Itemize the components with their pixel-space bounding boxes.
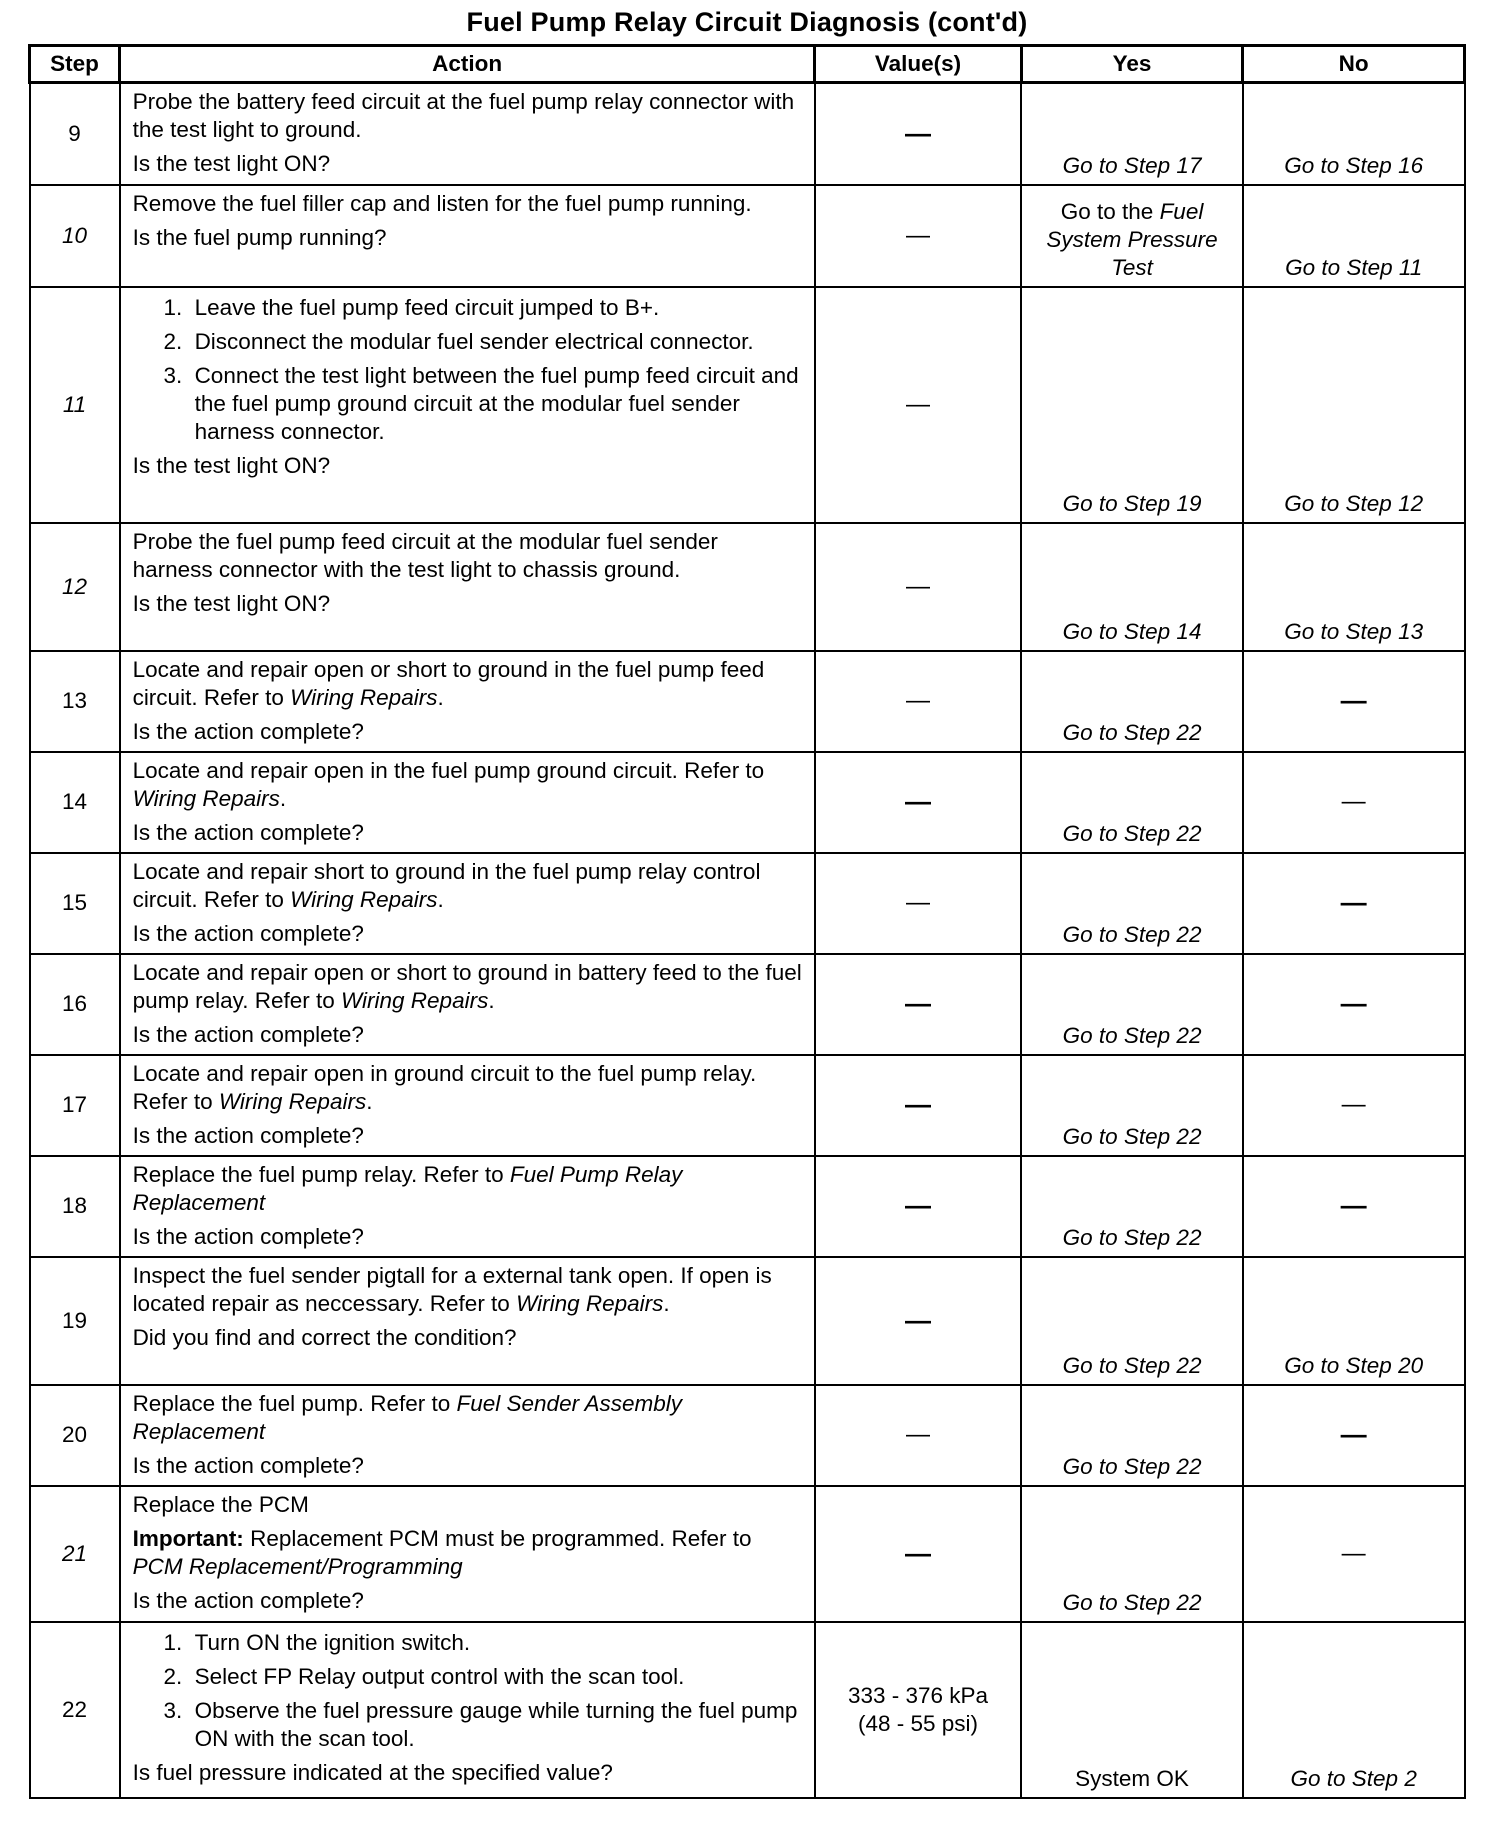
yes-cell <box>1021 954 1243 1055</box>
action-question: Did you find and correct the condition? <box>132 1324 517 1350</box>
dash: — <box>906 687 931 714</box>
reference-link: Wiring Repairs <box>340 987 489 1013</box>
action-cell <box>120 954 815 1055</box>
goto-link: Go to Step 12 <box>1284 490 1424 516</box>
dash: — <box>906 572 931 600</box>
goto-link: Go to Step 13 <box>1284 618 1424 644</box>
action-cell <box>120 287 815 523</box>
action-question: Is the test light ON? <box>132 151 331 176</box>
action-text: Locate and repair short to ground in the fuel pump relay control circuit. Refer to Wiring Repairs. <box>132 858 761 912</box>
list-item: 2. Select FP Relay output control with the scan tool. <box>189 1663 804 1691</box>
action-cell <box>120 1486 815 1622</box>
action-cell <box>120 1055 815 1156</box>
goto-link: Go to Step 16 <box>1284 152 1424 178</box>
goto-link: Go to Step 22 <box>1062 1022 1202 1048</box>
header-action: Action <box>120 46 815 83</box>
action-text: Replace the fuel pump. Refer to Fuel Sender Assembly Replacement <box>132 1390 683 1444</box>
step-number: 18 <box>30 1156 120 1257</box>
yes-cell <box>1021 287 1243 523</box>
action-question: Is the action complete? <box>132 819 364 845</box>
table-row <box>30 523 1465 651</box>
table-row <box>30 1385 1465 1486</box>
action-cell <box>120 752 815 853</box>
goto-link: Go to Step 22 <box>1062 1589 1202 1615</box>
value-cell <box>815 752 1021 853</box>
dash: — <box>905 117 932 148</box>
header-values: Value(s) <box>815 46 1021 83</box>
dash: — <box>905 1190 932 1220</box>
no-cell <box>1243 1257 1465 1385</box>
goto-link: Go to Step 22 <box>1062 820 1202 846</box>
value-cell <box>815 1257 1021 1385</box>
dash: — <box>906 390 931 418</box>
action-text: Inspect the fuel sender pigtall for a external tank open. If open is located repair as neccessary. Refer to Wiring Repairs. <box>132 1262 772 1316</box>
dash: — <box>906 1421 931 1448</box>
action-text: Probe the battery feed circuit at the fuel pump relay connector with the test light to ground. <box>132 89 795 142</box>
dash: — <box>1341 1539 1366 1567</box>
header-step: Step <box>30 46 120 83</box>
yes-cell <box>1021 83 1243 185</box>
yes-cell <box>1021 185 1243 287</box>
yes-cell <box>1021 853 1243 954</box>
important-label: Important: <box>132 1525 244 1551</box>
list-item: 3. Observe the fuel pressure gauge while turning the fuel pump ON with the scan tool. <box>189 1697 804 1753</box>
action-question: Is the action complete? <box>132 1021 364 1047</box>
action-cell <box>120 185 815 287</box>
action-text: Locate and repair open in the fuel pump ground circuit. Refer to Wiring Repairs. <box>132 757 765 811</box>
yes-cell <box>1021 523 1243 651</box>
action-question: Is the action complete? <box>132 1122 364 1148</box>
dash: — <box>1341 1091 1366 1118</box>
result-text: System OK <box>1075 1765 1189 1791</box>
yes-cell <box>1021 1055 1243 1156</box>
table-row <box>30 1156 1465 1257</box>
dash: — <box>905 1537 932 1568</box>
table-row <box>30 1486 1465 1622</box>
no-cell <box>1243 185 1465 287</box>
value-cell <box>815 1385 1021 1486</box>
important-note: Important: Replacement PCM must be programmed. Refer to PCM Replacement/Programming <box>132 1525 752 1579</box>
step-number: 21 <box>30 1486 120 1622</box>
yes-cell <box>1021 1622 1243 1798</box>
goto-link: Go to Step 22 <box>1062 1453 1202 1479</box>
goto-link: Go to Step 2 <box>1290 1765 1417 1791</box>
reference-link: PCM Replacement/Programming <box>132 1553 463 1579</box>
no-cell <box>1243 83 1465 185</box>
document-page <box>28 0 1466 1799</box>
action-text: Locate and repair open in ground circuit to the fuel pump relay. Refer to Wiring Repairs. <box>132 1060 757 1114</box>
yes-cell <box>1021 1486 1243 1622</box>
action-cell <box>120 1385 815 1486</box>
no-cell <box>1243 1622 1465 1798</box>
no-cell <box>1243 1486 1465 1622</box>
dash: — <box>905 1089 932 1119</box>
pressure-psi: (48 - 55 psi) <box>857 1710 979 1736</box>
action-list <box>133 1629 804 1753</box>
pressure-kpa: 333 - 376 kPa <box>847 1682 989 1708</box>
reference-link: Wiring Repairs <box>290 684 438 710</box>
dash: — <box>1341 788 1366 815</box>
step-number: 10 <box>30 185 120 287</box>
action-question: Is the action complete? <box>132 920 364 946</box>
dash: — <box>906 889 931 916</box>
step-number: 11 <box>30 287 120 523</box>
action-text: Locate and repair open or short to ground in the fuel pump feed circuit. Refer to Wiring Repairs. <box>132 656 765 710</box>
dash: — <box>905 988 932 1018</box>
goto-link: Go to Step 22 <box>1062 1224 1202 1250</box>
action-text: Locate and repair open or short to ground in battery feed to the fuel pump relay. Refer to Wiring Repairs. <box>132 959 802 1013</box>
value-cell <box>815 954 1021 1055</box>
goto-link: Go to Step 22 <box>1062 921 1202 947</box>
value-cell <box>815 1055 1021 1156</box>
page-title: Fuel Pump Relay Circuit Diagnosis (cont'd) <box>466 7 1028 37</box>
value-cell <box>815 523 1021 651</box>
step-number: 12 <box>30 523 120 651</box>
action-question: Is the action complete? <box>132 1587 364 1613</box>
table-row <box>30 651 1465 752</box>
no-cell <box>1243 1385 1465 1486</box>
goto-reference: Fuel System Pressure Test <box>1046 198 1218 280</box>
reference-link: Wiring Repairs <box>516 1290 664 1316</box>
list-item: 3. Connect the test light between the fuel pump feed circuit and the fuel pump ground circuit at the modular fuel sender harness connector. <box>189 362 804 446</box>
table-row <box>30 1055 1465 1156</box>
action-question: Is the fuel pump running? <box>132 224 387 250</box>
action-text: Replace the fuel pump relay. Refer to Fuel Pump Relay Replacement <box>132 1161 683 1215</box>
no-cell <box>1243 752 1465 853</box>
action-question: Is the test light ON? <box>132 590 331 616</box>
value-cell <box>815 651 1021 752</box>
value-cell <box>815 1486 1021 1622</box>
action-question: Is the test light ON? <box>132 452 331 478</box>
action-text: Probe the fuel pump feed circuit at the modular fuel sender harness connector with the test light to chassis ground. <box>132 528 718 582</box>
table-row <box>30 287 1465 523</box>
step-number: 15 <box>30 853 120 954</box>
table-row <box>30 83 1465 185</box>
reference-link: Wiring Repairs <box>218 1088 367 1114</box>
action-cell <box>120 1156 815 1257</box>
reference-link: Wiring Repairs <box>132 785 280 811</box>
action-cell <box>120 651 815 752</box>
no-cell <box>1243 954 1465 1055</box>
goto-link: Go to Step 22 <box>1062 1123 1202 1149</box>
no-cell <box>1243 853 1465 954</box>
diagnosis-table <box>28 44 1466 1799</box>
step-number: 22 <box>30 1622 120 1798</box>
action-cell <box>120 1257 815 1385</box>
action-text: Replace the PCM <box>132 1491 309 1517</box>
dash: — <box>906 221 931 249</box>
table-row <box>30 1622 1465 1798</box>
step-number: 14 <box>30 752 120 853</box>
goto-link: Go to Step 22 <box>1062 719 1202 745</box>
dash: — <box>1340 887 1367 917</box>
step-number: 20 <box>30 1385 120 1486</box>
step-number: 9 <box>30 83 120 185</box>
list-item: 2. Disconnect the modular fuel sender electrical connector. <box>189 328 804 356</box>
table-row <box>30 954 1465 1055</box>
table-row <box>30 1257 1465 1385</box>
reference-link: Fuel Pump Relay Replacement <box>132 1161 683 1215</box>
goto-link: Go to Step 14 <box>1062 618 1202 644</box>
reference-link: Wiring Repairs <box>290 886 438 912</box>
no-cell <box>1243 651 1465 752</box>
yes-cell <box>1021 1385 1243 1486</box>
action-question: Is the action complete? <box>132 718 364 744</box>
value-cell <box>815 287 1021 523</box>
header-yes: Yes <box>1021 46 1243 83</box>
action-cell <box>120 523 815 651</box>
step-number: 16 <box>30 954 120 1055</box>
no-cell <box>1243 1156 1465 1257</box>
goto-link: Go to Step 11 <box>1285 254 1423 280</box>
value-cell <box>815 1622 1021 1798</box>
table-row <box>30 853 1465 954</box>
step-number: 17 <box>30 1055 120 1156</box>
action-question: Is the action complete? <box>132 1223 364 1249</box>
reference-link: Fuel Sender Assembly Replacement <box>132 1390 683 1444</box>
goto-prefix: Go to the <box>1060 198 1160 224</box>
action-cell <box>120 83 815 185</box>
dash: — <box>905 1304 932 1335</box>
value-cell <box>815 1156 1021 1257</box>
step-number: 13 <box>30 651 120 752</box>
dash: — <box>1340 1190 1367 1220</box>
goto-link: Go to Step 17 <box>1062 152 1202 178</box>
goto-link: Go to Step 22 <box>1062 1352 1202 1378</box>
no-cell <box>1243 523 1465 651</box>
action-cell <box>120 1622 815 1798</box>
value-cell <box>815 853 1021 954</box>
header-no: No <box>1243 46 1465 83</box>
yes-cell <box>1021 651 1243 752</box>
dash: — <box>905 786 932 816</box>
dash: — <box>1340 1419 1367 1449</box>
no-cell <box>1243 287 1465 523</box>
yes-cell <box>1021 1257 1243 1385</box>
list-item: 1. Leave the fuel pump feed circuit jumped to B+. <box>189 294 804 322</box>
table-header-row <box>30 46 1465 83</box>
action-question: Is fuel pressure indicated at the specified value? <box>132 1759 613 1785</box>
value-cell <box>815 185 1021 287</box>
value-cell <box>815 83 1021 185</box>
action-question: Is the action complete? <box>132 1452 364 1478</box>
goto-link: Go to Step 20 <box>1284 1352 1424 1378</box>
goto-link: Go to Step 19 <box>1062 490 1202 516</box>
list-item: 1. Turn ON the ignition switch. <box>189 1629 804 1657</box>
action-list <box>133 294 804 446</box>
action-cell <box>120 853 815 954</box>
yes-cell <box>1021 752 1243 853</box>
step-number: 19 <box>30 1257 120 1385</box>
yes-cell <box>1021 1156 1243 1257</box>
dash: — <box>1340 988 1367 1018</box>
table-row <box>30 752 1465 853</box>
action-text: Remove the fuel filler cap and listen for the fuel pump running. <box>132 190 752 216</box>
table-row <box>30 185 1465 287</box>
no-cell <box>1243 1055 1465 1156</box>
dash: — <box>1340 685 1367 715</box>
